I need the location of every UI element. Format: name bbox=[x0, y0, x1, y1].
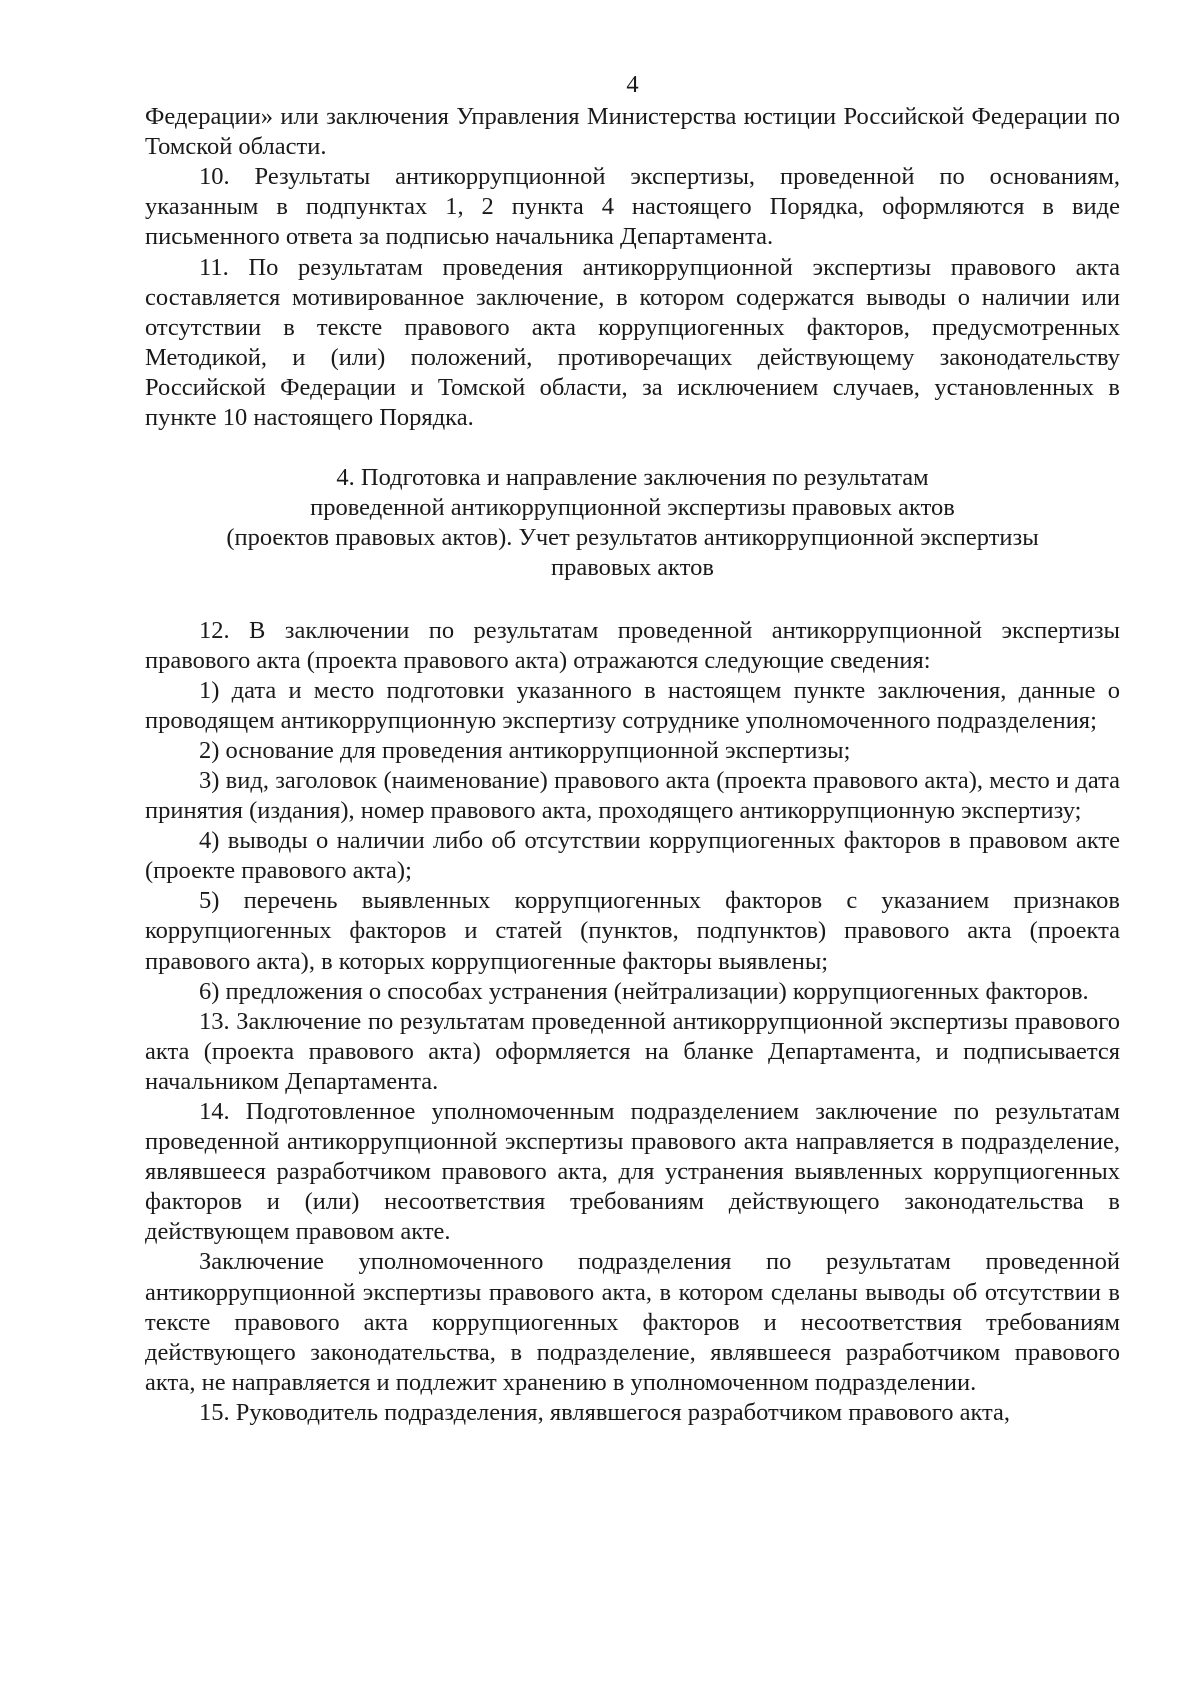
list-item-6: 6) предложения о способах устранения (нейтрализации) коррупциогенных факторов. bbox=[199, 977, 1089, 1005]
paragraph-10: 10. Результаты антикоррупционной экспертизы, проведенной по основаниям, указанным в подпунктах 1, 2 пункта 4 настоящего Порядка, оформляются в виде письменного ответа за подписью начальника Департамента. bbox=[145, 163, 1120, 251]
paragraph-15: 15. Руководитель подразделения, являвшегося разработчиком правового акта, bbox=[199, 1398, 1011, 1426]
paragraph-14-continued: Заключение уполномоченного подразделения по результатам проведенной антикоррупционной экспертизы правового акта, в котором сделаны выводы об отсутствии в тексте правового акта коррупциогенных факторов и несоответствия требованиям действующего законодательства, в подразделение, являвшееся разработчиком правового акта, не направляется и подлежит хранению в уполномоченном подразделении. bbox=[145, 1248, 1120, 1396]
document-page bbox=[145, 70, 1120, 1428]
paragraph-continuation: Федерации» или заключения Управления Министерства юстиции Российской Федерации по Томской области. bbox=[145, 103, 1120, 161]
paragraph-11: 11. По результатам проведения антикоррупционной экспертизы правового акта составляется мотивированное заключение, в котором содержатся выводы о наличии или отсутствии в тексте правового акта коррупциогенных факторов, предусмотренных Методикой, и (или) положений, противоречащих действующему законодательству Российской Федерации и Томской области, за исключением случаев, установленных в пункте 10 настоящего Порядка. bbox=[145, 253, 1120, 432]
page-number: 4 bbox=[626, 71, 639, 98]
section-heading-line: 4. Подготовка и направление заключения по результатам bbox=[336, 464, 929, 492]
section-heading-line: (проектов правовых актов). Учет результатов антикоррупционной экспертизы bbox=[226, 524, 1039, 552]
paragraph-13: 13. Заключение по результатам проведенной антикоррупционной экспертизы правового акта (проекта правового акта) оформляется на бланке Департамента, и подписывается начальником Департамента. bbox=[145, 1007, 1120, 1095]
section-heading-line: проведенной антикоррупционной экспертизы правовых актов bbox=[310, 494, 955, 522]
list-item-2: 2) основание для проведения антикоррупционной экспертизы; bbox=[199, 736, 851, 764]
list-item-4: 4) выводы о наличии либо об отсутствии коррупциогенных факторов в правовом акте (проекте правового акта); bbox=[145, 827, 1120, 885]
list-item-5: 5) перечень выявленных коррупциогенных факторов с указанием признаков коррупциогенных факторов и статей (пунктов, подпунктов) правового акта (проекта правового акта), в которых коррупциогенные факторы выявлены; bbox=[145, 887, 1120, 975]
list-item-1: 1) дата и место подготовки указанного в настоящем пункте заключения, данные о проводящем антикоррупционную экспертизу сотруднике уполномоченного подразделения; bbox=[145, 676, 1120, 734]
section-heading-line: правовых актов bbox=[551, 554, 714, 582]
section-heading bbox=[145, 463, 1120, 583]
paragraph-14: 14. Подготовленное уполномоченным подразделением заключение по результатам проведенной антикоррупционной экспертизы правового акта направляется в подразделение, являвшееся разработчиком правового акта, для устранения выявленных коррупциогенных факторов и (или) несоответствия требованиям действующего законодательства в действующем правовом акте. bbox=[145, 1098, 1120, 1246]
paragraph-12: 12. В заключении по результатам проведенной антикоррупционной экспертизы правового акта (проекта правового акта) отражаются следующие сведения: bbox=[145, 616, 1120, 674]
list-item-3: 3) вид, заголовок (наименование) правового акта (проекта правового акта), место и дата принятия (издания), номер правового акта, проходящего антикоррупционную экспертизу; bbox=[145, 766, 1120, 825]
